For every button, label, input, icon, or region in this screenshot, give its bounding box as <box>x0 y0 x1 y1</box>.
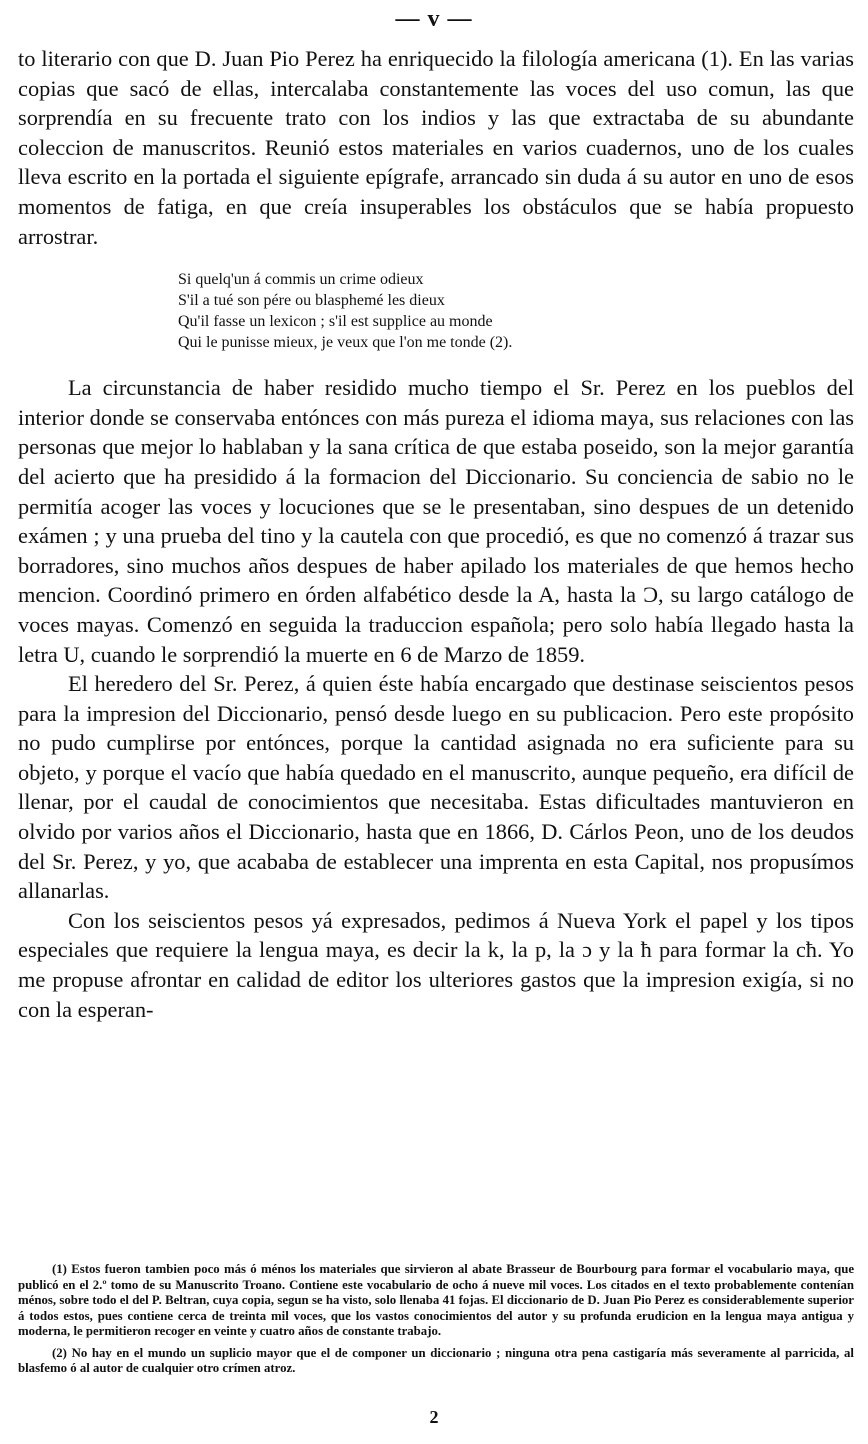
verse-line-4: Qui le punisse mieux, je veux que l'on me tonde (2). <box>178 334 513 352</box>
verse-line-3: Qu'il fasse un lexicon ; s'il est supplice au monde <box>178 313 493 331</box>
verse-line-1: Si quelq'un á commis un crime odieux <box>178 271 424 289</box>
paragraph-3: El heredero del Sr. Perez, á quien éste había encargado que destinase seiscientos pesos para la impresion del Diccionario, pensó desde luego en su publicacion. Pero este propósito no pudo cumplirse por entónces, porque la cantidad asignada no era suficiente para su objeto, y porque el vacío que había quedado en el manuscrito, aunque pequeño, era difícil de llenar, por el caudal de conocimientos que necesitaba. Estas dificultades mantuvieron en olvido por varios años el Diccionario, hasta que en 1866, D. Cárlos Peon, uno de los deudos del Sr. Perez, y yo, que acababa de establecer una imprenta en esta Capital, nos propusímos allanarlas. <box>18 671 854 904</box>
footnote-2: (2) No hay en el mundo un suplicio mayor que el de componer un diccionario ; ninguna otra pena castigaría más severamente al parricida, al blasfemo ó al autor de cualquier otro crímen atroz. <box>18 1345 854 1375</box>
page-number: 2 <box>429 1407 439 1427</box>
paragraph-4: Con los seiscientos pesos yá expresados, pedimos á Nueva York el papel y los tipos especiales que requiere la lengua maya, es decir la k, la p, la ɔ y la ħ para formar la cħ. Yo me propuse afrontar en calidad de editor los ulteriores gastos que la impresion exigía, si no con la esperan- <box>18 907 854 1022</box>
footnotes <box>18 1262 854 1377</box>
footnote-1: (1) Estos fueron tambien poco más ó ménos los materiales que sirvieron al abate Brasseur de Bourbourg para formar el vocabulario maya, que publicó en el 2.º tomo de su Manuscrito Troano. Contiene este vocabulario de ocho á nueve mil voces. Los citados en el texto probablemente contenían ménos, sobre todo el del P. Beltran, cuya copia, segun se ha visto, solo llenaba 41 fojas. El diccionario de D. Juan Pio Perez es considerablemente superior á todos estos, pues contiene cerca de treinta mil voces, que los vastos conocimientos del autor y su profunda erudicion en la lengua maya antigua y moderna, le permitieron recoger en veinte y cuatro años de constante trabajo. <box>18 1262 854 1338</box>
verse-line-2: S'il a tué son pére ou blasphemé les dieux <box>178 292 445 310</box>
verse-block <box>178 269 854 353</box>
main-text <box>18 44 854 1024</box>
paragraph-1: to literario con que D. Juan Pio Perez ha enriquecido la filología americana (1). En las varias copias que sacó de ellas, intercalaba constantemente las voces del uso comun, las que sorprendía en su frecuente trato con los indios y las que extractaba de su abundante coleccion de manuscritos. Reunió estos materiales en varios cuadernos, uno de los cuales lleva escrito en la portada el siguiente epígrafe, arrancado sin duda á su autor en uno de esos momentos de fatiga, en que creía insuperables los obstáculos que se había propuesto arrostrar. <box>18 46 854 249</box>
paragraph-2: La circunstancia de haber residido mucho tiempo el Sr. Perez en los pueblos del interior donde se conservaba entónces con más pureza el idioma maya, sus relaciones con las personas que mejor lo hablaban y la sana crítica de que estaba poseido, son la mejor garantía del acierto que ha presidido á la formacion del Diccionario. Su conciencia de sabio no le permitía acoger las voces y locuciones que se le presentaban, sino despues de un detenido exámen ; y una prueba del tino y la cautela con que procedió, es que no comenzó á trazar sus borradores, sino muchos años despues de haber apilado los materiales de que hemos hecho mencion. Coordinó primero en órden alfabético desde la A, hasta la Ɔ, su largo catálogo de voces mayas. Comenzó en seguida la traduccion española; pero solo había llegado hasta la letra U, cuando le sorprendió la muerte en 6 de Marzo de 1859. <box>18 375 854 667</box>
page-header-roman-numeral: — v — <box>395 6 473 32</box>
